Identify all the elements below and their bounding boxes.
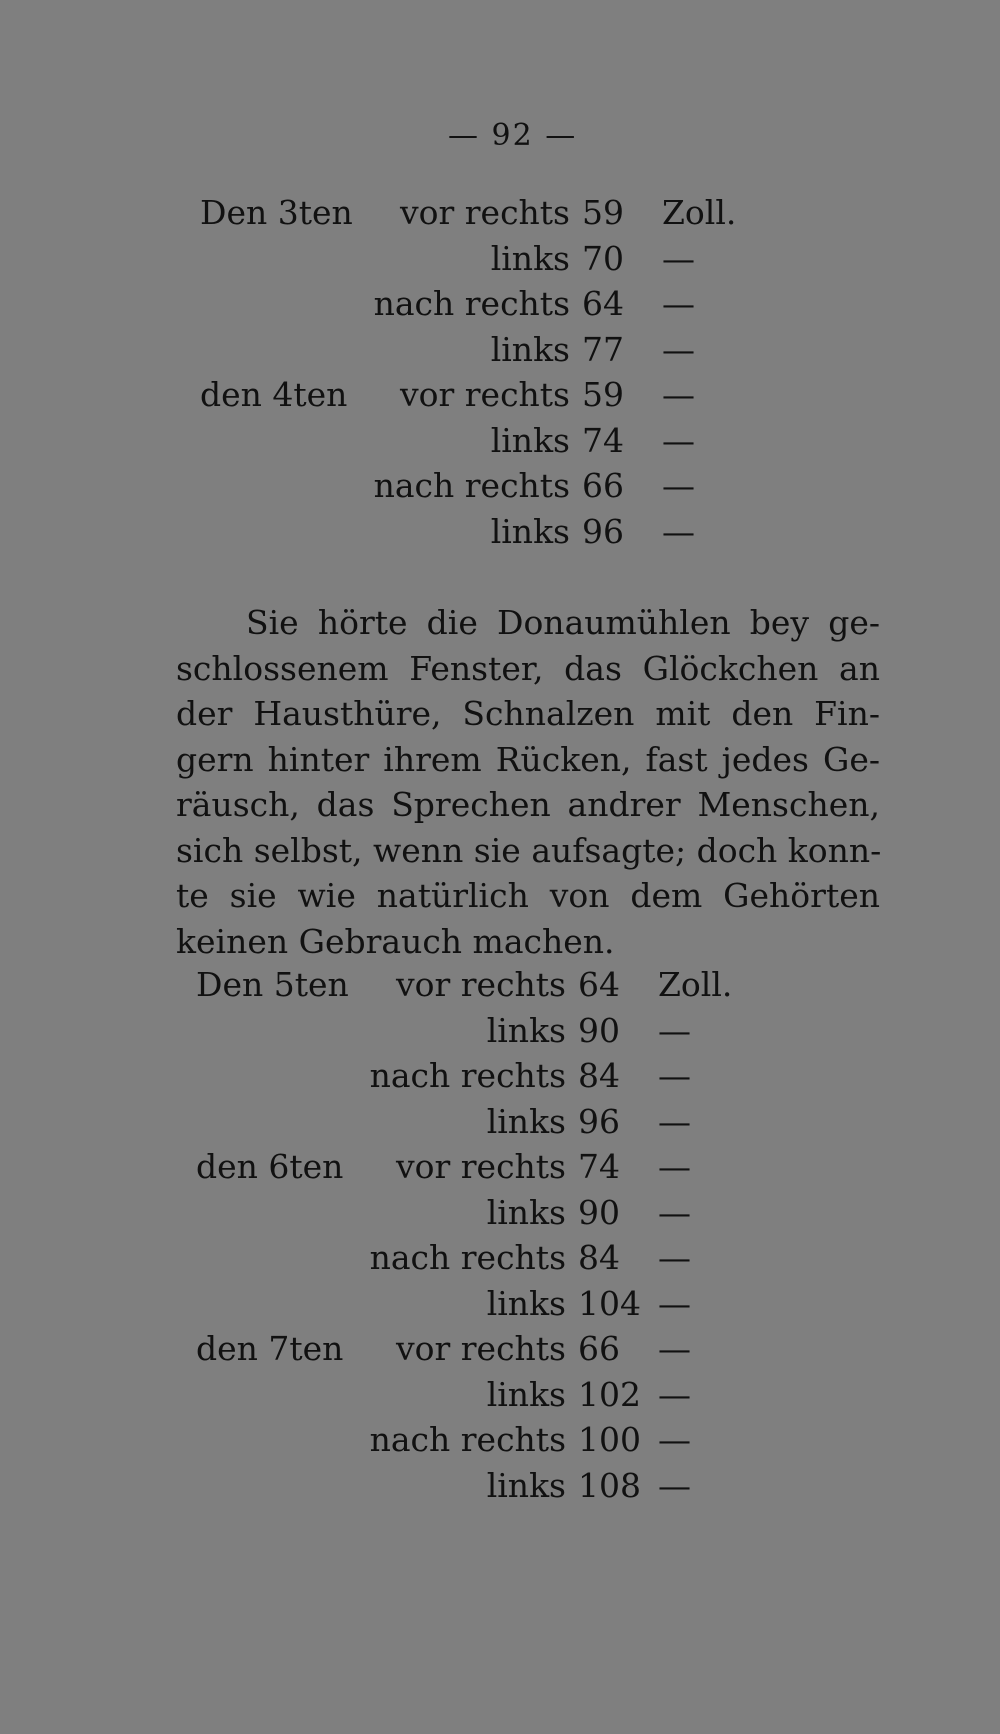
unit-label: — (658, 1192, 691, 1232)
direction-label: links (486, 1010, 566, 1050)
day-label: den 7ten (196, 1329, 344, 1368)
measurement-value: 66 (578, 1329, 620, 1368)
paragraph-line: sich selbst, wenn sie aufsagte; doch konn- (176, 830, 882, 870)
direction-label: vor rechts (395, 965, 566, 1004)
direction-label: links (490, 238, 570, 278)
measurement-value: 59 (582, 193, 624, 232)
paragraph-line: der Hausthüre, Schnalzen mit den Fin- (176, 694, 880, 733)
paragraph-line: te sie wie natürlich von dem Gehörten (176, 876, 880, 915)
unit-label: Zoll. (662, 193, 737, 232)
measurement-value: 90 (578, 1010, 620, 1050)
body-paragraph (176, 600, 880, 964)
measurement-value: 74 (578, 1147, 620, 1186)
measurement-value: 108 (578, 1465, 641, 1505)
unit-label: — (658, 1374, 691, 1414)
unit-label: — (662, 466, 695, 505)
table-row (200, 281, 760, 327)
unit-label: — (662, 329, 695, 369)
table-row (200, 509, 760, 555)
table-row (196, 1099, 756, 1145)
table-row (196, 1372, 756, 1418)
table-row (196, 1008, 756, 1054)
table-row (200, 372, 760, 418)
paragraph-line: schlossenem Fenster, das Glöckchen an (176, 648, 880, 688)
table-row (200, 418, 760, 464)
paragraph-line: Sie hörte die Donaumühlen bey ge- (246, 603, 880, 642)
direction-label: links (486, 1374, 566, 1414)
measurement-value: 77 (582, 329, 624, 369)
day-label: Den 3ten (200, 193, 353, 232)
direction-label: links (486, 1283, 566, 1323)
table-row (196, 962, 756, 1008)
paragraph-line: keinen Gebrauch machen. (176, 921, 615, 961)
table-row (196, 1190, 756, 1236)
unit-label: — (662, 284, 695, 323)
unit-label: — (658, 1147, 691, 1186)
direction-label: nach rechts (373, 466, 570, 505)
table-row (196, 1053, 756, 1099)
measurement-table-2 (196, 962, 756, 1508)
unit-label: — (658, 1420, 691, 1459)
direction-label: nach rechts (369, 1420, 566, 1459)
measurement-value: 64 (578, 965, 620, 1004)
unit-label: — (662, 420, 695, 460)
direction-label: vor rechts (395, 1147, 566, 1186)
paragraph-line: räusch, das Sprechen andrer Menschen, (176, 785, 880, 824)
direction-label: links (490, 511, 570, 551)
direction-label: links (486, 1101, 566, 1141)
unit-label: — (658, 1329, 691, 1368)
table-row (200, 327, 760, 373)
table-row (196, 1235, 756, 1281)
measurement-value: 84 (578, 1238, 620, 1277)
measurement-value: 96 (578, 1101, 620, 1141)
table-row (196, 1463, 756, 1509)
page-header: — 92 — (448, 118, 578, 153)
unit-label: — (658, 1056, 691, 1095)
direction-label: nach rechts (369, 1238, 566, 1277)
unit-label: — (658, 1010, 691, 1050)
measurement-value: 96 (582, 511, 624, 551)
direction-label: vor rechts (399, 193, 570, 232)
measurement-value: 102 (578, 1374, 641, 1414)
direction-label: links (486, 1192, 566, 1232)
unit-label: — (662, 238, 695, 278)
table-row (196, 1281, 756, 1327)
direction-label: links (486, 1465, 566, 1505)
table-row (196, 1417, 756, 1463)
table-row (200, 190, 760, 236)
direction-label: links (490, 329, 570, 369)
measurement-table-1 (200, 190, 760, 554)
measurement-value: 100 (578, 1420, 641, 1459)
measurement-value: 90 (578, 1192, 620, 1232)
direction-label: nach rechts (373, 284, 570, 323)
unit-label: — (662, 511, 695, 551)
measurement-value: 84 (578, 1056, 620, 1095)
direction-label: vor rechts (395, 1329, 566, 1368)
measurement-value: 66 (582, 466, 624, 505)
measurement-value: 104 (578, 1283, 641, 1323)
unit-label: — (662, 375, 695, 414)
unit-label: Zoll. (658, 965, 733, 1004)
paragraph-line: gern hinter ihrem Rücken, fast jedes Ge- (176, 739, 880, 779)
unit-label: — (658, 1238, 691, 1277)
direction-label: vor rechts (399, 375, 570, 414)
direction-label: links (490, 420, 570, 460)
day-label: den 6ten (196, 1147, 344, 1186)
table-row (196, 1144, 756, 1190)
measurement-value: 70 (582, 238, 624, 278)
measurement-value: 59 (582, 375, 624, 414)
day-label: den 4ten (200, 375, 348, 414)
table-row (196, 1326, 756, 1372)
table-row (200, 463, 760, 509)
unit-label: — (658, 1465, 691, 1505)
unit-label: — (658, 1283, 691, 1323)
direction-label: nach rechts (369, 1056, 566, 1095)
measurement-value: 64 (582, 284, 624, 323)
unit-label: — (658, 1101, 691, 1141)
table-row (200, 236, 760, 282)
day-label: Den 5ten (196, 965, 349, 1004)
measurement-value: 74 (582, 420, 624, 460)
